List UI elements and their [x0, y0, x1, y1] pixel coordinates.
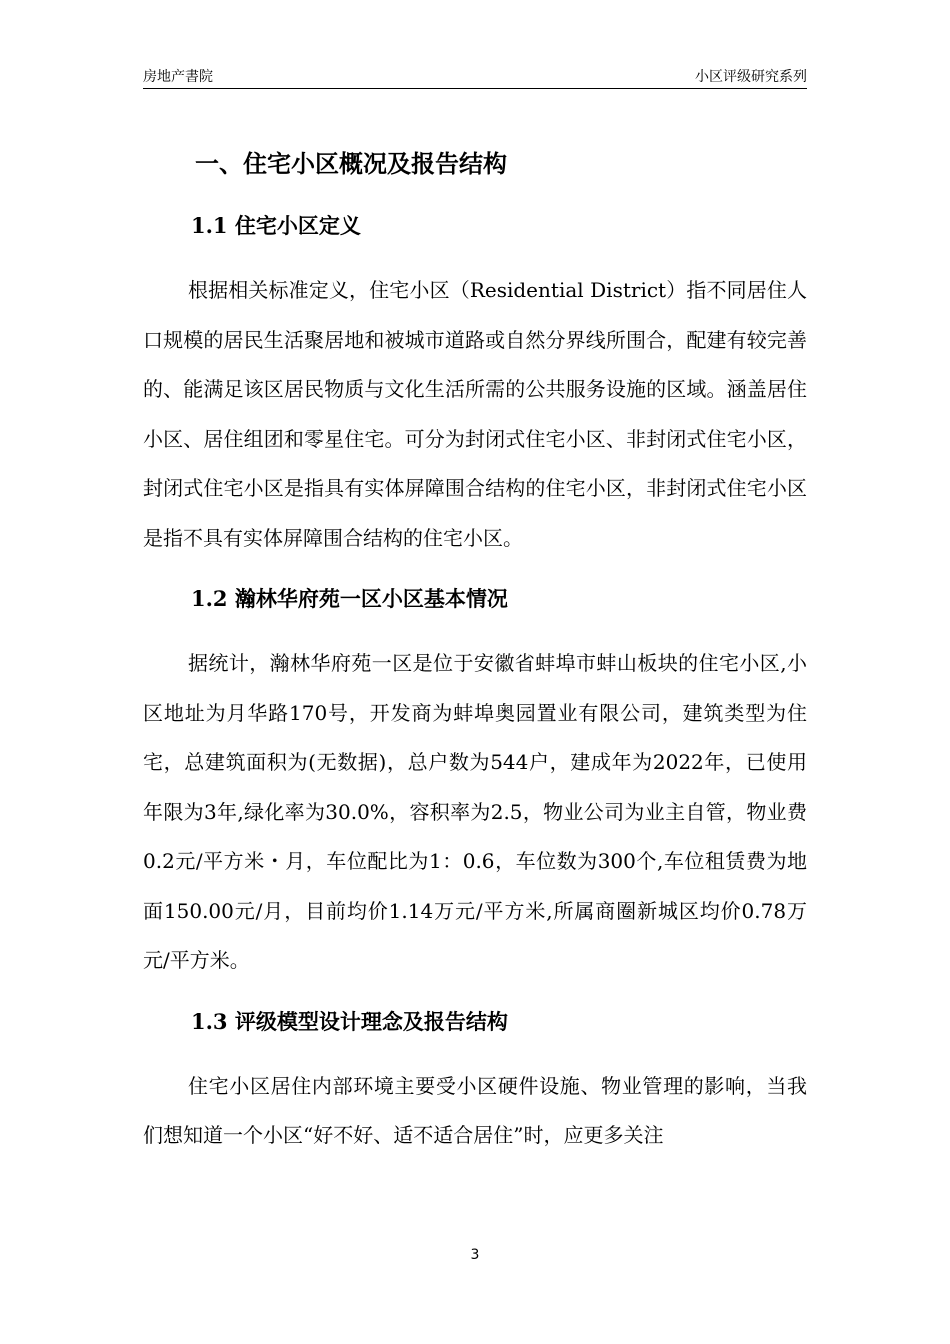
section-paragraph-1-3: 住宅小区居住内部环境主要受小区硬件设施、物业管理的影响，当我们想知道一个小区“好不好、适不适合居住”时，应更多关注 [143, 1073, 807, 1147]
page-content [143, 140, 807, 1161]
header-series-title: 小区评级研究系列 [695, 69, 807, 85]
page-header [143, 64, 807, 89]
section-paragraph-1-2: 据统计，瀚林华府苑一区是位于安徽省蚌埠市蚌山板块的住宅小区,小区地址为月华路170号，开发商为蚌埠奥园置业有限公司，建筑类型为住宅，总建筑面积为(无数据)，总户数为544户，建成年为2022年，已使用年限为3年,绿化率为30.0%，容积率为2.5，物业公司为业主自管，物业费0.2元/平方米・月，车位配比为1：0.6，车位数为300个,车位租赁费为地面150.00元/月，目前均价1.14万元/平方米,所属商圈新城区均价0.78万元/平方米。 [143, 651, 807, 972]
section-heading-1-1: 1.1 住宅小区定义 [191, 213, 361, 238]
section-paragraph-1-1: 根据相关标准定义，住宅小区（Residential District）指不同居住人口规模的居民生活聚居地和被城市道路或自然分界线所围合，配建有较完善的、能满足该区居民物质与文化生活所需的公共服务设施的区域。涵盖居住小区、居住组团和零星住宅。可分为封闭式住宅小区、非封闭式住宅小区，封闭式住宅小区是指具有实体屏障围合结构的住宅小区，非封闭式住宅小区是指不具有实体屏障围合结构的住宅小区。 [143, 278, 807, 550]
header-publisher: 房地产書院 [143, 69, 213, 85]
page-number: 3 [470, 1247, 480, 1263]
section-heading-1-3: 1.3 评级模型设计理念及报告结构 [191, 1008, 508, 1034]
chapter-title: 一、住宅小区概况及报告结构 [195, 149, 507, 178]
section-heading-1-2: 1.2 瀚林华府苑一区小区基本情况 [191, 586, 508, 611]
